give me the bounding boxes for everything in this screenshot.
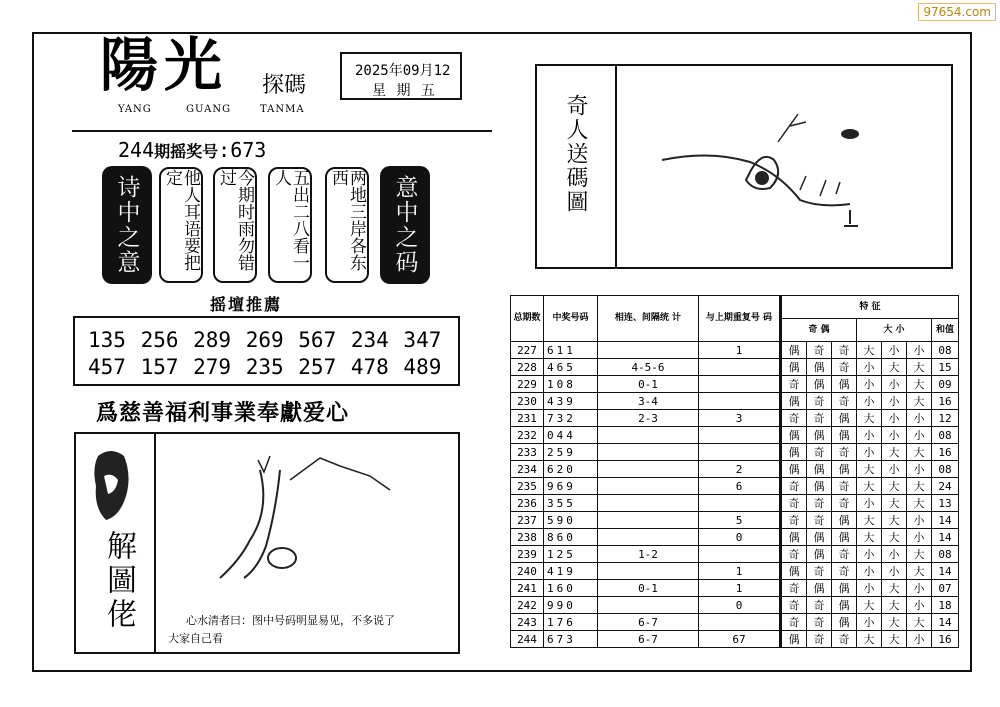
cell-oddeven: 偶	[781, 393, 807, 410]
cell-sum: 18	[932, 597, 959, 614]
cell-gap	[598, 342, 699, 359]
cell-oddeven: 奇	[781, 597, 807, 614]
cell-issue: 228	[511, 359, 544, 376]
cell-repeat	[699, 376, 781, 393]
cell-repeat	[699, 614, 781, 631]
cell-bigsmall: 小	[882, 376, 907, 393]
poem-line-text: 今期时雨勿错过	[216, 169, 254, 271]
cell-bigsmall: 小	[882, 563, 907, 580]
cell-repeat: 1	[699, 563, 781, 580]
cell-oddeven: 偶	[807, 580, 832, 597]
cell-bigsmall: 小	[857, 563, 882, 580]
cell-oddeven: 奇	[807, 342, 832, 359]
cell-oddeven: 奇	[832, 546, 857, 563]
cell-issue: 229	[511, 376, 544, 393]
header-number: 中奖号码	[544, 296, 598, 342]
draw-issue: 244	[118, 138, 155, 162]
table-row	[511, 359, 959, 376]
cell-number: 176	[544, 614, 598, 631]
cell-issue: 227	[511, 342, 544, 359]
cell-bigsmall: 小	[857, 495, 882, 512]
cell-oddeven: 偶	[832, 427, 857, 444]
cell-repeat: 0	[699, 529, 781, 546]
cell-oddeven: 偶	[781, 444, 807, 461]
cell-oddeven: 奇	[807, 512, 832, 529]
cell-bigsmall: 大	[907, 393, 932, 410]
cell-bigsmall: 小	[882, 546, 907, 563]
cell-bigsmall: 大	[882, 614, 907, 631]
cell-gap: 0-1	[598, 376, 699, 393]
poem-left-title-text: 诗中之意	[113, 175, 140, 275]
cell-bigsmall: 小	[857, 614, 882, 631]
cell-issue: 234	[511, 461, 544, 478]
cell-oddeven: 奇	[781, 410, 807, 427]
cell-bigsmall: 大	[882, 495, 907, 512]
table-row	[511, 529, 959, 546]
cell-issue: 232	[511, 427, 544, 444]
table-row	[511, 495, 959, 512]
cell-bigsmall: 小	[907, 410, 932, 427]
cell-oddeven: 奇	[781, 512, 807, 529]
cell-repeat: 67	[699, 631, 781, 648]
cell-oddeven: 奇	[781, 580, 807, 597]
cell-bigsmall: 大	[882, 597, 907, 614]
cell-bigsmall: 小	[907, 342, 932, 359]
cell-bigsmall: 大	[882, 478, 907, 495]
cell-oddeven: 奇	[781, 478, 807, 495]
cell-bigsmall: 大	[907, 563, 932, 580]
cell-repeat: 1	[699, 580, 781, 597]
cell-sum: 08	[932, 461, 959, 478]
charity-slogan: 爲慈善福利事業奉獻爱心	[96, 400, 350, 426]
table-row	[511, 563, 959, 580]
cell-number: 465	[544, 359, 598, 376]
cell-bigsmall: 大	[882, 580, 907, 597]
cell-number: 990	[544, 597, 598, 614]
cell-repeat: 6	[699, 478, 781, 495]
table-row	[511, 597, 959, 614]
cell-issue: 242	[511, 597, 544, 614]
cell-gap	[598, 597, 699, 614]
header-sum: 和值	[932, 319, 959, 342]
pinyin-yang: YANG	[118, 104, 152, 115]
cell-bigsmall: 大	[907, 495, 932, 512]
cell-bigsmall: 小	[907, 529, 932, 546]
cell-oddeven: 偶	[781, 529, 807, 546]
cell-oddeven: 偶	[781, 461, 807, 478]
cell-repeat	[699, 495, 781, 512]
cell-gap	[598, 512, 699, 529]
cell-bigsmall: 大	[907, 359, 932, 376]
cell-gap	[598, 529, 699, 546]
cell-repeat	[699, 444, 781, 461]
recommend-title: 摇壇推薦	[210, 295, 283, 314]
header-divider	[72, 130, 492, 132]
cell-oddeven: 奇	[781, 546, 807, 563]
cell-oddeven: 偶	[832, 461, 857, 478]
cell-gap: 6-7	[598, 631, 699, 648]
logo-title: 陽光	[100, 31, 229, 99]
cell-oddeven: 奇	[832, 478, 857, 495]
cell-bigsmall: 大	[907, 614, 932, 631]
cell-repeat	[699, 359, 781, 376]
cell-bigsmall: 大	[882, 529, 907, 546]
cell-number: 732	[544, 410, 598, 427]
cell-gap	[598, 444, 699, 461]
cell-bigsmall: 小	[857, 376, 882, 393]
cell-bigsmall: 大	[857, 597, 882, 614]
cell-sum: 13	[932, 495, 959, 512]
cell-issue: 241	[511, 580, 544, 597]
draw-result	[118, 138, 266, 162]
cell-oddeven: 偶	[832, 580, 857, 597]
header-bigsmall: 大 小	[857, 319, 932, 342]
poem-line-text: 五出二八看一人	[271, 169, 309, 271]
poem-line-2	[213, 167, 257, 283]
mountain-sketch	[200, 450, 400, 590]
cell-repeat: 2	[699, 461, 781, 478]
cell-repeat: 5	[699, 512, 781, 529]
cell-bigsmall: 小	[907, 580, 932, 597]
cell-sum: 08	[932, 546, 959, 563]
cell-bigsmall: 大	[882, 631, 907, 648]
table-row	[511, 631, 959, 648]
cell-bigsmall: 大	[882, 512, 907, 529]
cell-bigsmall: 小	[882, 427, 907, 444]
header-issue: 总期数	[511, 296, 544, 342]
cell-issue: 239	[511, 546, 544, 563]
cell-bigsmall: 大	[857, 478, 882, 495]
cell-number: 044	[544, 427, 598, 444]
cell-number: 125	[544, 546, 598, 563]
header-gap: 相连、间隔统 计	[598, 296, 699, 342]
table-row	[511, 546, 959, 563]
cell-issue: 236	[511, 495, 544, 512]
pinyin-tanma: TANMA	[260, 104, 305, 115]
cell-oddeven: 偶	[807, 359, 832, 376]
cell-sum: 15	[932, 359, 959, 376]
cell-issue: 243	[511, 614, 544, 631]
cell-issue: 238	[511, 529, 544, 546]
cell-sum: 16	[932, 631, 959, 648]
cell-oddeven: 偶	[807, 529, 832, 546]
cell-sum: 14	[932, 529, 959, 546]
cell-oddeven: 偶	[807, 376, 832, 393]
poem-line-text: 他人耳语要把定	[162, 169, 200, 271]
jietulao-note-line-1: 心水清者曰：图中号码明显易见，不多说了	[186, 614, 395, 627]
poem-line-3	[268, 167, 312, 283]
table-row	[511, 410, 959, 427]
cell-oddeven: 奇	[781, 614, 807, 631]
cell-bigsmall: 大	[857, 342, 882, 359]
pinyin-guang: GUANG	[186, 104, 232, 115]
recommend-row-1: 135 256 289 269 567 234 347	[88, 328, 442, 352]
poem-line-text: 两地三岸各东西	[328, 169, 366, 271]
cell-oddeven: 奇	[832, 563, 857, 580]
cell-oddeven: 奇	[807, 597, 832, 614]
cell-issue: 240	[511, 563, 544, 580]
recommend-row-2: 457 157 279 235 257 478 489	[88, 355, 442, 379]
cell-oddeven: 奇	[807, 410, 832, 427]
cell-bigsmall: 小	[857, 444, 882, 461]
cell-oddeven: 偶	[781, 359, 807, 376]
cell-oddeven: 奇	[807, 614, 832, 631]
cell-number: 590	[544, 512, 598, 529]
cell-bigsmall: 小	[907, 631, 932, 648]
table-row	[511, 478, 959, 495]
cell-oddeven: 偶	[807, 546, 832, 563]
cell-sum: 14	[932, 512, 959, 529]
poem-left-title	[102, 166, 152, 284]
cell-sum: 09	[932, 376, 959, 393]
cell-bigsmall: 大	[907, 546, 932, 563]
cell-oddeven: 偶	[832, 597, 857, 614]
cell-oddeven: 偶	[807, 427, 832, 444]
cell-sum: 08	[932, 342, 959, 359]
cell-oddeven: 偶	[832, 614, 857, 631]
cell-bigsmall: 小	[907, 597, 932, 614]
table-row	[511, 580, 959, 597]
cell-number: 160	[544, 580, 598, 597]
table-row	[511, 427, 959, 444]
cell-gap: 4-5-6	[598, 359, 699, 376]
cell-issue: 237	[511, 512, 544, 529]
cell-number: 108	[544, 376, 598, 393]
cell-gap: 2-3	[598, 410, 699, 427]
cell-bigsmall: 小	[907, 427, 932, 444]
jietulao-divider	[154, 433, 156, 653]
poem-line-1	[159, 167, 203, 283]
qiren-title: 奇人送碼圖	[563, 94, 588, 214]
cell-bigsmall: 大	[857, 512, 882, 529]
cell-sum: 14	[932, 563, 959, 580]
draw-number: 673	[230, 138, 267, 162]
cell-issue: 244	[511, 631, 544, 648]
cell-number: 860	[544, 529, 598, 546]
cell-issue: 231	[511, 410, 544, 427]
logo-subtitle: 探碼	[262, 73, 307, 98]
cell-repeat	[699, 427, 781, 444]
cell-gap	[598, 495, 699, 512]
cell-bigsmall: 小	[907, 512, 932, 529]
history-table	[510, 295, 959, 648]
cell-sum: 16	[932, 444, 959, 461]
cell-number: 259	[544, 444, 598, 461]
cell-bigsmall: 大	[907, 376, 932, 393]
portrait-sketch	[86, 446, 136, 526]
cell-oddeven: 偶	[807, 478, 832, 495]
cell-oddeven: 偶	[832, 376, 857, 393]
cell-oddeven: 奇	[832, 495, 857, 512]
draw-label: 期摇奖号	[154, 142, 219, 161]
cell-oddeven: 偶	[781, 631, 807, 648]
cell-bigsmall: 小	[907, 461, 932, 478]
cell-oddeven: 偶	[807, 461, 832, 478]
cell-bigsmall: 小	[882, 461, 907, 478]
cell-sum: 14	[932, 614, 959, 631]
table-row	[511, 614, 959, 631]
cell-number: 419	[544, 563, 598, 580]
cell-oddeven: 偶	[781, 427, 807, 444]
header-oddeven: 奇 偶	[781, 319, 857, 342]
cell-sum: 07	[932, 580, 959, 597]
cell-bigsmall: 小	[857, 546, 882, 563]
poem-right-title-text: 意中之码	[391, 175, 418, 275]
cell-number: 439	[544, 393, 598, 410]
cell-number: 620	[544, 461, 598, 478]
cell-bigsmall: 小	[857, 393, 882, 410]
cell-number: 355	[544, 495, 598, 512]
table-row	[511, 393, 959, 410]
cell-bigsmall: 小	[882, 393, 907, 410]
header-repeat: 与上期重复号 码	[699, 296, 781, 342]
cell-number: 611	[544, 342, 598, 359]
cell-gap	[598, 461, 699, 478]
cell-bigsmall: 大	[857, 529, 882, 546]
cell-oddeven: 奇	[832, 631, 857, 648]
cell-gap	[598, 563, 699, 580]
table-row	[511, 444, 959, 461]
cell-repeat	[699, 546, 781, 563]
cell-oddeven: 奇	[807, 495, 832, 512]
cell-issue: 233	[511, 444, 544, 461]
cell-gap	[598, 427, 699, 444]
table-row	[511, 342, 959, 359]
cell-oddeven: 奇	[832, 342, 857, 359]
cell-bigsmall: 小	[857, 359, 882, 376]
cell-oddeven: 奇	[781, 376, 807, 393]
table-row	[511, 461, 959, 478]
table-body	[511, 342, 959, 648]
cell-oddeven: 奇	[832, 444, 857, 461]
cell-sum: 08	[932, 427, 959, 444]
cell-gap: 0-1	[598, 580, 699, 597]
cell-bigsmall: 小	[882, 410, 907, 427]
poem-line-4	[325, 167, 369, 283]
cell-sum: 16	[932, 393, 959, 410]
header-feature: 特 征	[781, 296, 959, 319]
cell-sum: 24	[932, 478, 959, 495]
cell-number: 673	[544, 631, 598, 648]
jietulao-title: 解圖佬	[101, 530, 136, 632]
cell-gap: 6-7	[598, 614, 699, 631]
cell-oddeven: 奇	[807, 631, 832, 648]
cell-gap: 3-4	[598, 393, 699, 410]
cell-issue: 230	[511, 393, 544, 410]
cell-bigsmall: 小	[857, 427, 882, 444]
qiren-divider	[615, 65, 617, 268]
cell-bigsmall: 大	[907, 478, 932, 495]
cell-bigsmall: 大	[857, 631, 882, 648]
cell-oddeven: 奇	[832, 393, 857, 410]
cell-sum: 12	[932, 410, 959, 427]
site-watermark[interactable]: 97654.com	[918, 3, 996, 21]
cell-bigsmall: 小	[882, 342, 907, 359]
cell-oddeven: 偶	[832, 512, 857, 529]
cell-oddeven: 奇	[807, 444, 832, 461]
cell-bigsmall: 大	[857, 461, 882, 478]
cell-bigsmall: 小	[857, 580, 882, 597]
cell-repeat	[699, 393, 781, 410]
cell-oddeven: 偶	[781, 563, 807, 580]
cell-repeat: 3	[699, 410, 781, 427]
cell-oddeven: 奇	[781, 495, 807, 512]
cell-bigsmall: 大	[907, 444, 932, 461]
cell-bigsmall: 大	[882, 444, 907, 461]
cell-oddeven: 奇	[832, 359, 857, 376]
jietulao-note-line-2: 大家自己看	[168, 632, 223, 645]
cell-number: 969	[544, 478, 598, 495]
qiren-sketch	[650, 100, 890, 240]
draw-colon: :	[218, 138, 231, 162]
cell-oddeven: 奇	[807, 563, 832, 580]
table-row	[511, 376, 959, 393]
cell-oddeven: 偶	[832, 529, 857, 546]
table-row	[511, 512, 959, 529]
cell-repeat: 0	[699, 597, 781, 614]
cell-oddeven: 奇	[807, 393, 832, 410]
cell-bigsmall: 大	[857, 410, 882, 427]
cell-issue: 235	[511, 478, 544, 495]
poem-right-title	[380, 166, 430, 284]
cell-bigsmall: 大	[882, 359, 907, 376]
weekday-text: 星 期 五	[372, 83, 438, 99]
cell-gap	[598, 478, 699, 495]
date-text: 2025年09月12	[355, 63, 451, 79]
cell-repeat: 1	[699, 342, 781, 359]
cell-oddeven: 偶	[832, 410, 857, 427]
cell-oddeven: 偶	[781, 342, 807, 359]
cell-gap: 1-2	[598, 546, 699, 563]
